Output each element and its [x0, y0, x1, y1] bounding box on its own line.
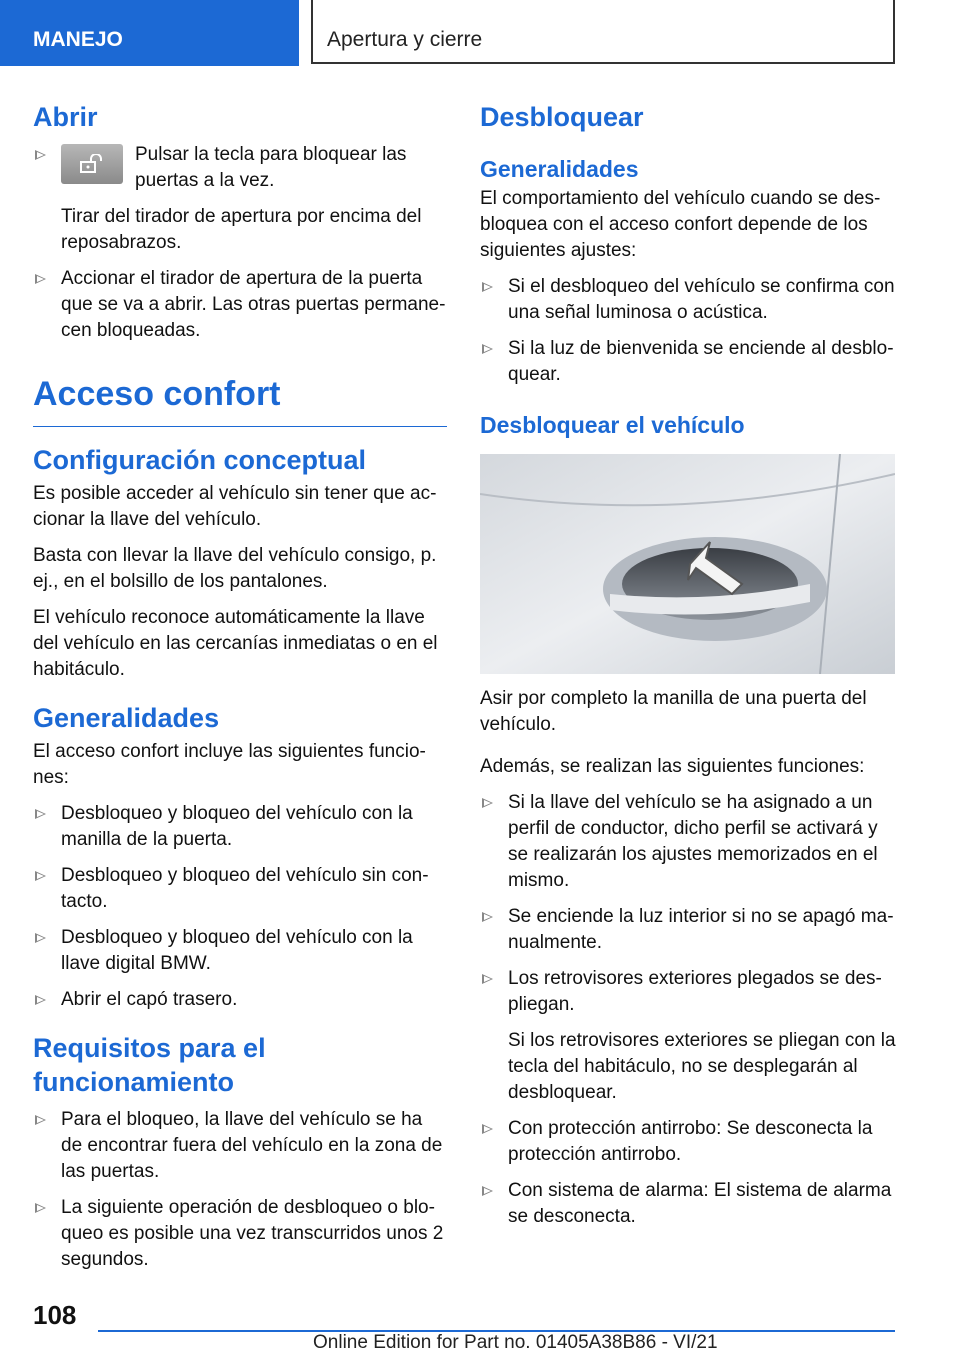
- bullet-icon: [35, 995, 46, 1005]
- door-handle-illustration: [480, 454, 895, 674]
- heading-configuracion: Configuración conceptual: [33, 445, 367, 475]
- list-item: [33, 266, 447, 344]
- list-item-text: Si el desbloqueo del vehículo se confirma con una señal luminosa o acústica.: [508, 276, 895, 323]
- left-column: [33, 100, 447, 1283]
- heading-requisitos: Requisitos para el funcionamiento: [33, 1033, 266, 1097]
- bullet-icon: [482, 912, 493, 922]
- list-item: [33, 987, 447, 1013]
- list-item-text: Si la llave del vehículo se ha asignado a un perfil de conductor, dicho perfil se activará y se realizarán los ajustes memorizados en el mismo.: [508, 792, 878, 891]
- edition-note: Online Edition for Part no. 01405A38B86 - VI/21: [313, 1332, 718, 1353]
- bullet-icon: [35, 274, 46, 284]
- list-item: [480, 336, 896, 388]
- list-item-text: Accionar el tirador de apertura de la puerta que se va a abrir. Las otras puertas permanecen bloqueadas.: [61, 268, 446, 341]
- bullet-icon: [482, 798, 493, 808]
- heading-desbloquear-vehiculo: Desbloquear el vehículo: [480, 412, 745, 438]
- section-tab: MANEJO: [0, 0, 299, 66]
- list-item-text: Pulsar la tecla para bloquear las puertas a la vez.: [135, 144, 407, 191]
- lock-button-icon: [61, 144, 123, 184]
- right-column: [480, 100, 896, 1240]
- list-item: [33, 142, 447, 256]
- list-item-text: Con sistema de alarma: El sistema de alarma se desconecta.: [508, 1180, 892, 1227]
- list-item-text: Si la luz de bienvenida se enciende al desbloquear.: [508, 338, 894, 385]
- list-item-text: Desbloqueo y bloqueo del vehículo con la llave digital BMW.: [61, 927, 413, 974]
- paragraph: Basta con llevar la llave del vehículo consigo, p. ej., en el bolsillo de los pantalones.: [33, 545, 437, 592]
- heading-desbloquear: Desbloquear: [480, 102, 644, 132]
- paragraph: Además, se realizan las siguientes funciones:: [480, 756, 865, 777]
- abrir-list: [33, 142, 447, 344]
- paragraph: Asir por completo la manilla de una puerta del vehículo.: [480, 688, 867, 735]
- list-item: [33, 925, 447, 977]
- list-item-text: Desbloqueo y bloqueo del vehículo con la manilla de la puerta.: [61, 803, 413, 850]
- list-item-text: Los retrovisores exteriores plegados se despliegan.: [508, 968, 882, 1015]
- list-item: [480, 904, 896, 956]
- list-item: [33, 1195, 447, 1273]
- list-item-text: La siguiente operación de desbloqueo o bloqueo es posible una vez transcurridos unos 2 segundos.: [61, 1197, 444, 1270]
- bullet-icon: [35, 1203, 46, 1213]
- list-item: [33, 1107, 447, 1185]
- list-item-text: Para el bloqueo, la llave del vehículo se ha de encontrar fuera del vehículo en la zona de las puertas.: [61, 1109, 443, 1182]
- list-item: [480, 1178, 896, 1230]
- requisitos-list: [33, 1107, 447, 1273]
- page-header-title: Apertura y cierre: [311, 0, 895, 64]
- bullet-icon: [35, 809, 46, 819]
- list-item-text: Desbloqueo y bloqueo del vehículo sin contacto.: [61, 865, 429, 912]
- list-item-subtext: Tirar del tirador de apertura por encima del reposabrazos.: [61, 206, 422, 253]
- paragraph: El vehículo reconoce automáticamente la llave del vehículo en las cercanías inmediatas o en el habitáculo.: [33, 607, 438, 680]
- ajustes-list: [480, 274, 896, 388]
- paragraph: Es posible acceder al vehículo sin tener que accionar la llave del vehículo.: [33, 483, 437, 530]
- list-item: [480, 1116, 896, 1168]
- bullet-icon: [35, 150, 46, 160]
- bullet-icon: [35, 933, 46, 943]
- list-item: [480, 274, 896, 326]
- bullet-icon: [482, 1124, 493, 1134]
- bullet-icon: [482, 344, 493, 354]
- bullet-icon: [482, 1186, 493, 1196]
- heading-generalidades: Generalidades: [33, 703, 220, 733]
- heading-generalidades-right: Generalidades: [480, 156, 639, 182]
- generalidades-list: [33, 801, 447, 1013]
- list-item-text: Se enciende la luz interior si no se apagó manualmente.: [508, 906, 894, 953]
- bullet-icon: [35, 871, 46, 881]
- heading-abrir: Abrir: [33, 102, 98, 132]
- page-number: 108: [33, 1300, 77, 1330]
- bullet-icon: [482, 282, 493, 292]
- paragraph: El comportamiento del vehículo cuando se desbloquea con el acceso confort depende de los siguientes ajustes:: [480, 188, 881, 261]
- list-item-subtext: Si los retrovisores exteriores se pliegan con la tecla del habitáculo, no se desplegarán al desbloquear.: [508, 1030, 896, 1103]
- list-item-text: Con protección antirrobo: Se desconecta la protección antirrobo.: [508, 1118, 873, 1165]
- paragraph: El acceso confort incluye las siguientes funciones:: [33, 741, 426, 788]
- bullet-icon: [35, 1115, 46, 1125]
- funciones-list: [480, 790, 896, 1230]
- bullet-icon: [482, 974, 493, 984]
- list-item: [33, 801, 447, 853]
- list-item: [480, 966, 896, 1106]
- heading-acceso-confort: Acceso confort: [33, 374, 447, 427]
- list-item: [33, 863, 447, 915]
- list-item: [480, 790, 896, 894]
- list-item-text: Abrir el capó trasero.: [61, 989, 238, 1010]
